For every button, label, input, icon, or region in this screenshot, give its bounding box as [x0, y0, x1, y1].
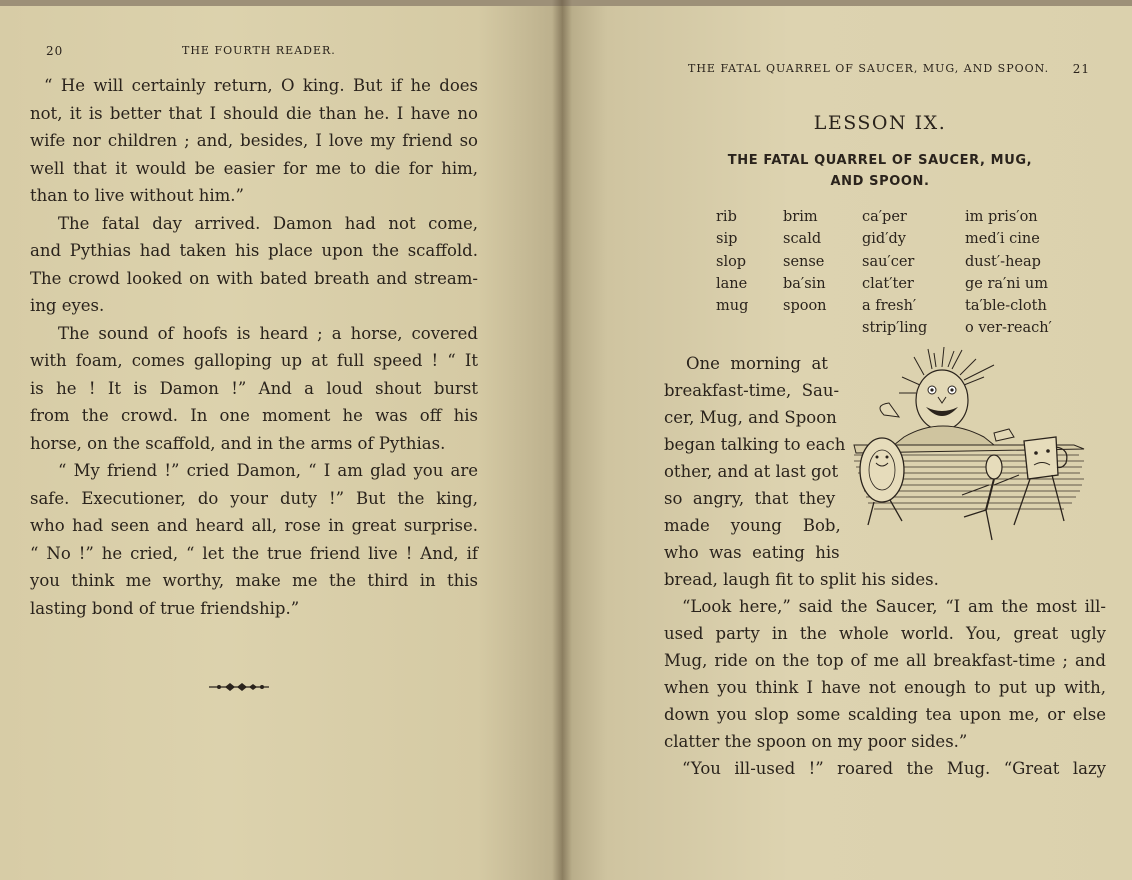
vocabulary-word: rib	[716, 209, 737, 225]
right-body-wrapped-text	[664, 350, 844, 566]
left-text-line: The fatal day arrived. Damon had not come,	[58, 213, 478, 233]
vocabulary-word: sense	[783, 253, 825, 270]
vocabulary-word: ba′sin	[783, 275, 826, 292]
left-text-line: safe. Executioner, do your duty !” But the king,	[30, 488, 478, 508]
vocabulary-word: brim	[783, 209, 818, 225]
vocabulary-word: sau′cer	[862, 253, 915, 270]
left-text-line: with foam, comes galloping up at full speed ! “ It	[30, 351, 478, 370]
left-text-line: who had seen and heard all, rose in great surprise.	[30, 516, 478, 535]
right-text-line: made young Bob,	[664, 516, 841, 535]
vocabulary-column	[965, 206, 1052, 340]
vocabulary-column	[783, 206, 827, 317]
right-text-line: when you think I have not enough to put up with,	[664, 678, 1106, 697]
vocabulary-word: ge ra′ni um	[965, 275, 1049, 292]
right-text-line: “Look here,” said the Saucer, “I am the most ill-	[682, 597, 1106, 616]
left-text-line: ing eyes.	[30, 296, 105, 315]
right-text-line: cer, Mug, and Spoon	[664, 408, 837, 427]
vocabulary-word: spoon	[783, 298, 827, 315]
left-text-line: The sound of hoofs is heard ; a horse, covered	[58, 323, 478, 343]
right-text-line: so angry, that they	[664, 489, 836, 508]
left-text-line: and Pythias had taken his place upon the scaffold.	[30, 241, 478, 260]
right-text-line: Mug, ride on the top of me all breakfast-time ; and	[664, 651, 1106, 670]
vocabulary-word: dust′-heap	[965, 253, 1041, 270]
vocabulary-word: ca′per	[862, 209, 907, 225]
book-gutter	[552, 0, 572, 880]
vocabulary-word: sip	[716, 231, 738, 248]
vocabulary-word: slop	[716, 253, 747, 270]
vocabulary-word: mug	[716, 298, 749, 315]
right-text-line: One morning at	[686, 354, 828, 373]
right-text-line: began talking to each	[664, 435, 846, 454]
right-text-line: who was eating his	[664, 543, 840, 562]
vocabulary-word: im pris′on	[965, 209, 1038, 225]
fleuron-divider-icon	[207, 680, 271, 694]
left-text-line: wife nor children ; and, besides, I love my friend so	[30, 131, 478, 150]
vocabulary-word: strip′ling	[862, 320, 928, 337]
vocabulary-column	[716, 206, 748, 317]
left-page-number: 20	[46, 44, 64, 58]
vocabulary-word: scald	[783, 231, 822, 248]
bob-laughing-at-saucer-mug-spoon-illustration	[844, 345, 1104, 550]
left-text-line: well that it would be easier for me to die for him,	[30, 158, 478, 178]
vocabulary-column	[862, 206, 927, 340]
vocabulary-word: a fresh′	[862, 298, 917, 315]
left-text-line: you think me worthy, make me the third in this	[30, 571, 478, 590]
left-text-line: “ My friend !” cried Damon, “ I am glad you are	[58, 461, 478, 480]
vocabulary-word: lane	[716, 275, 748, 292]
left-text-line: than to live without him.”	[30, 186, 244, 205]
left-text-line: is he ! It is Damon !” And a loud shout burst	[30, 378, 478, 398]
vocabulary-word: clat′ter	[862, 275, 914, 292]
right-text-line: breakfast-time, Sau-	[664, 381, 840, 400]
left-text-line: from the crowd. In one moment he was off his	[30, 406, 478, 425]
right-running-title: THE FATAL QUARREL OF SAUCER, MUG, AND SPOON.	[688, 62, 1050, 75]
right-text-line: “You ill-used !” roared the Mug. “Great lazy	[682, 759, 1106, 778]
vocabulary-word: o ver-reach′	[965, 320, 1052, 337]
right-text-line: used party in the whole world. You, great ugly	[664, 624, 1106, 643]
right-page-number: 21	[1072, 62, 1090, 76]
right-text-line: other, and at last got	[664, 462, 839, 481]
left-text-line: The crowd looked on with bated breath and stream-	[30, 268, 478, 288]
vocabulary-word: med′i cine	[965, 231, 1040, 248]
lesson-subtitle-line: THE FATAL QUARREL OF SAUCER, MUG,	[727, 153, 1033, 168]
left-text-line: lasting bond of true friendship.”	[30, 598, 300, 618]
left-text-line: “ He will certainly return, O king. But if he does	[44, 76, 478, 95]
left-running-title: THE FOURTH READER.	[182, 44, 336, 57]
vocabulary-word: gid′dy	[862, 231, 906, 248]
vocabulary-word: ta′ble-cloth	[965, 298, 1047, 315]
lesson-subtitle	[680, 150, 1080, 192]
right-body-text	[664, 566, 1106, 782]
left-text-line: not, it is better that I should die than he. I have no	[30, 103, 478, 123]
left-body-text	[30, 72, 478, 622]
right-text-line: clatter the spoon on my poor sides.”	[664, 732, 968, 751]
lesson-subtitle-line: AND SPOON.	[830, 174, 930, 189]
lesson-title: LESSON IX.	[813, 112, 947, 134]
left-text-line: horse, on the scaffold, and in the arms of Pythias.	[30, 433, 446, 453]
right-text-line: down you slop some scalding tea upon me, or else	[664, 705, 1106, 724]
left-text-line: “ No !” he cried, “ let the true friend live ! And, if	[30, 543, 478, 563]
right-text-line: bread, laugh fit to split his sides.	[664, 570, 939, 589]
